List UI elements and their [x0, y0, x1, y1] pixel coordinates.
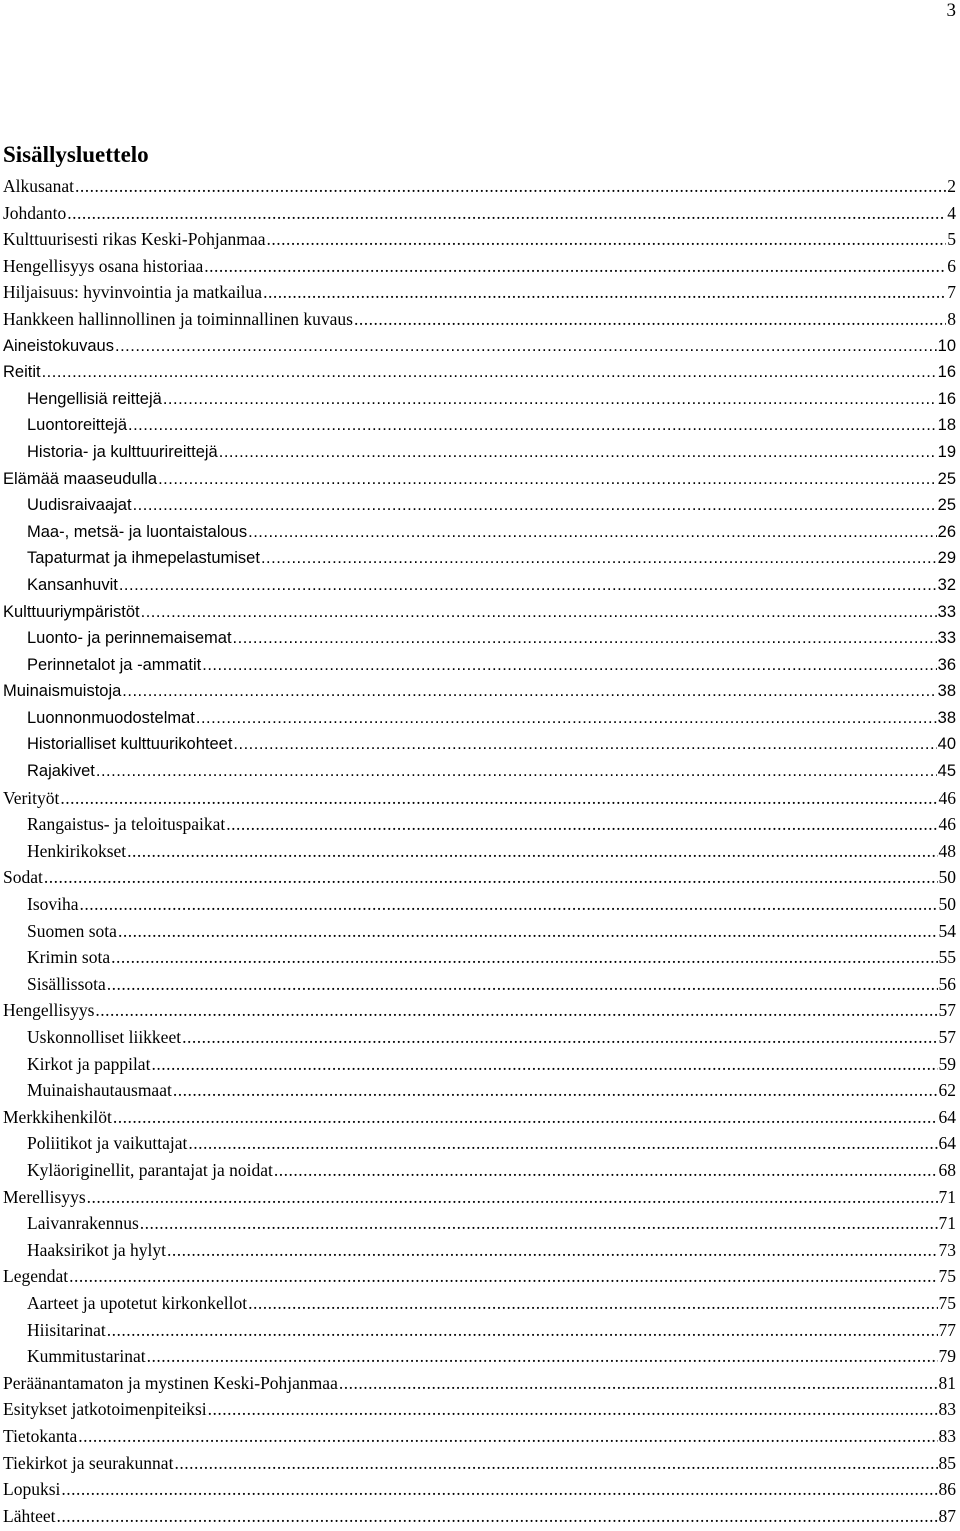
- toc-entry[interactable]: [3, 545, 956, 572]
- toc-entry-page: 71: [938, 1186, 956, 1207]
- toc-entry[interactable]: [3, 731, 956, 758]
- toc-entry-page: 29: [937, 549, 956, 568]
- toc-entry-label: Merellisyys: [3, 1186, 86, 1207]
- toc-entry[interactable]: [3, 1450, 956, 1477]
- toc-title: Sisällysluettelo: [3, 142, 149, 167]
- toc-dot-leader: [233, 731, 936, 758]
- toc-entry-label: Peräänantamaton ja mystinen Keski-Pohjanmaa: [3, 1372, 338, 1393]
- toc-entry-page: 48: [938, 840, 956, 861]
- toc-dot-leader: [133, 492, 937, 519]
- toc-entry[interactable]: [3, 1370, 956, 1397]
- toc-entry-label: Verityöt: [3, 787, 60, 808]
- toc-entry-label: Tiekirkot ja seurakunnat: [3, 1452, 174, 1473]
- toc-dot-leader: [118, 918, 938, 945]
- toc-entry-label: Isoviha: [27, 894, 79, 915]
- toc-entry[interactable]: [3, 678, 956, 705]
- toc-entry-label: Elämää maaseudulla: [3, 469, 158, 488]
- toc-entry-label: Henkirikokset: [27, 840, 127, 861]
- toc-entry-label: Johdanto: [3, 202, 67, 223]
- toc-entry[interactable]: [3, 1024, 956, 1051]
- toc-entry-page: 57: [938, 1000, 956, 1021]
- toc-dot-leader: [219, 439, 937, 466]
- toc-entry[interactable]: [3, 253, 956, 280]
- toc-entry-page: 59: [938, 1053, 956, 1074]
- toc-dot-leader: [115, 333, 937, 360]
- toc-dot-leader: [87, 1184, 938, 1211]
- toc-dot-leader: [354, 306, 946, 333]
- toc-entry-label: Lopuksi: [3, 1479, 61, 1500]
- toc-dot-leader: [107, 1317, 938, 1344]
- toc-entry[interactable]: [3, 386, 956, 413]
- toc-entry[interactable]: [3, 492, 956, 519]
- toc-entry-label: Aarteet ja upotetut kirkonkellot: [27, 1292, 248, 1313]
- toc-entry-page: 83: [938, 1399, 956, 1420]
- toc-entry-label: Muinaishautausmaat: [27, 1080, 172, 1101]
- toc-entry-label: Poliitikot ja vaikuttajat: [27, 1133, 188, 1154]
- toc-entry-page: 87: [938, 1505, 956, 1526]
- toc-dot-leader: [174, 1450, 937, 1477]
- toc-entry[interactable]: [3, 1184, 956, 1211]
- toc-entry-label: Hiisitarinat: [27, 1319, 106, 1340]
- toc-entry-page: 4: [947, 202, 956, 223]
- toc-entry-page: 38: [937, 708, 956, 727]
- toc-entry[interactable]: [3, 1476, 956, 1503]
- toc-entry-page: 75: [938, 1266, 956, 1287]
- toc-entry[interactable]: [3, 519, 956, 546]
- toc-entry-label: Historia- ja kulttuurireittejä: [27, 442, 218, 461]
- toc-entry-label: Kulttuurisesti rikas Keski-Pohjanmaa: [3, 229, 266, 250]
- toc-entry-label: Kyläoriginellit, parantajat ja noidat: [27, 1159, 273, 1180]
- toc-dot-leader: [196, 705, 937, 732]
- toc-dot-leader: [127, 838, 937, 865]
- toc-dot-leader: [158, 466, 937, 493]
- toc-dot-leader: [119, 572, 937, 599]
- toc-dot-leader: [248, 1290, 937, 1317]
- toc-entry-page: 40: [937, 735, 956, 754]
- toc-entry[interactable]: [3, 1263, 956, 1290]
- toc-entry[interactable]: [3, 1157, 956, 1184]
- toc-entry[interactable]: [3, 625, 956, 652]
- toc-entry-page: 7: [947, 282, 956, 303]
- toc-dot-leader: [233, 625, 937, 652]
- toc-dot-leader: [56, 1503, 937, 1530]
- toc-entry[interactable]: [3, 891, 956, 918]
- toc-entry-page: 16: [937, 363, 956, 382]
- toc-entry-page: 56: [938, 973, 956, 994]
- toc-entry-label: Kulttuuriympäristöt: [3, 602, 140, 621]
- toc-entry-page: 86: [938, 1479, 956, 1500]
- toc-entry-label: Sisällissota: [27, 973, 106, 994]
- toc-entry-page: 25: [937, 469, 956, 488]
- toc-entry[interactable]: [3, 1210, 956, 1237]
- toc-entry-page: 68: [938, 1159, 956, 1180]
- toc-entry-page: 57: [938, 1027, 956, 1047]
- toc-entry-page: 45: [937, 762, 956, 781]
- toc-entry-label: Merkkihenkilöt: [3, 1106, 112, 1127]
- toc-entry-page: 55: [938, 947, 956, 968]
- toc-entry-label: Kirkot ja pappilat: [27, 1053, 151, 1074]
- toc-entry[interactable]: [3, 1343, 956, 1370]
- toc-dot-leader: [226, 811, 937, 838]
- toc-entry-label: Lähteet: [3, 1505, 56, 1526]
- toc-entry-label: Krimin sota: [27, 947, 111, 968]
- toc-entry-label: Rangaistus- ja teloituspaikat: [27, 814, 226, 835]
- toc-entry-page: 64: [938, 1133, 956, 1154]
- toc-entry-page: 73: [938, 1239, 956, 1260]
- toc-entry-label: Hengellisyys osana historiaa: [3, 255, 204, 276]
- toc-entry-page: 81: [938, 1372, 956, 1393]
- toc-dot-leader: [202, 652, 936, 679]
- toc-entry-label: Hengellisiä reittejä: [27, 389, 162, 408]
- toc-dot-leader: [147, 1343, 938, 1370]
- toc-dot-leader: [151, 1051, 937, 1078]
- toc-dot-leader: [266, 226, 946, 253]
- toc-dot-leader: [78, 1423, 937, 1450]
- toc-entry-label: Suomen sota: [27, 920, 117, 941]
- toc-entry[interactable]: [3, 785, 956, 812]
- toc-dot-leader: [141, 599, 937, 626]
- toc-entry-label: Kummitustarinat: [27, 1346, 146, 1367]
- toc-entry-page: 19: [937, 442, 956, 461]
- toc-entry-page: 25: [937, 496, 956, 515]
- toc-entry-label: Esitykset jatkotoimenpiteiksi: [3, 1399, 207, 1420]
- toc-dot-leader: [339, 1370, 938, 1397]
- toc-entry-label: Uudisraivaajat: [27, 496, 132, 515]
- toc-entry-label: Luonto- ja perinnemaisemat: [27, 629, 232, 648]
- toc-dot-leader: [274, 1157, 938, 1184]
- toc-entry-label: Tapaturmat ja ihmepelastumiset: [27, 549, 260, 568]
- toc-entry[interactable]: [3, 226, 956, 253]
- toc-entry-label: Hankkeen hallinnollinen ja toiminnallinen kuvaus: [3, 308, 353, 329]
- toc-entry-page: 54: [938, 920, 956, 941]
- toc-entry-page: 26: [937, 522, 956, 541]
- toc-entry-label: Legendat: [3, 1266, 69, 1287]
- toc-dot-leader: [44, 864, 938, 891]
- toc-entry-label: Maa-, metsä- ja luontaistalous: [27, 522, 248, 541]
- toc-entry-page: 33: [937, 602, 956, 621]
- toc-entry-label: Tietokanta: [3, 1425, 78, 1446]
- toc-dot-leader: [128, 412, 937, 439]
- toc-entry-label: Laivanrakennus: [27, 1213, 139, 1234]
- toc-entry[interactable]: [3, 1317, 956, 1344]
- toc-entry-label: Hengellisyys: [3, 1000, 95, 1021]
- toc-dot-leader: [163, 386, 937, 413]
- toc-entry[interactable]: [3, 200, 956, 227]
- toc-entry[interactable]: [3, 439, 956, 466]
- toc-dot-leader: [122, 678, 936, 705]
- toc-entry-page: 46: [938, 814, 956, 835]
- toc-entry-label: Muinaismuistoja: [3, 682, 122, 701]
- toc-dot-leader: [188, 1130, 937, 1157]
- toc-entry-page: 6: [947, 255, 956, 276]
- toc-entry[interactable]: [3, 1077, 956, 1104]
- toc-entry-label: Alkusanat: [3, 176, 74, 196]
- toc-entry-page: 36: [937, 655, 956, 674]
- toc-dot-leader: [140, 1210, 938, 1237]
- toc-entry[interactable]: [3, 1237, 956, 1264]
- toc-dot-leader: [75, 173, 946, 200]
- toc-entry-label: Aineistokuvaus: [3, 336, 114, 355]
- toc-entry[interactable]: [3, 1290, 956, 1317]
- toc-entry[interactable]: [3, 279, 956, 306]
- toc-entry[interactable]: [3, 971, 956, 998]
- toc-entry-page: 10: [937, 336, 956, 355]
- toc-entry-page: 85: [938, 1452, 956, 1473]
- toc-entry[interactable]: [3, 173, 956, 200]
- toc-dot-leader: [261, 545, 937, 572]
- toc-dot-leader: [173, 1077, 938, 1104]
- toc-entry[interactable]: [3, 705, 956, 732]
- toc-dot-leader: [61, 1476, 937, 1503]
- toc-dot-leader: [95, 997, 937, 1024]
- toc-entry[interactable]: [3, 652, 956, 679]
- toc-entry-label: Historialliset kulttuurikohteet: [27, 735, 233, 754]
- toc-entry-page: 18: [937, 416, 956, 435]
- toc-entry-page: 83: [938, 1425, 956, 1446]
- toc-entry[interactable]: [3, 997, 956, 1024]
- toc-entry-page: 5: [947, 229, 956, 250]
- toc-entry-page: 75: [938, 1292, 956, 1313]
- toc-entry[interactable]: [3, 838, 956, 865]
- toc-entry-label: Haaksirikot ja hylyt: [27, 1239, 167, 1260]
- toc-entry[interactable]: [3, 864, 956, 891]
- toc-entry-page: 38: [937, 682, 956, 701]
- toc-entry[interactable]: [3, 1051, 956, 1078]
- toc-entry[interactable]: [3, 918, 956, 945]
- toc-entry-page: 50: [938, 894, 956, 915]
- toc-dot-leader: [113, 1104, 938, 1131]
- toc-entry-label: Luontoreittejä: [27, 416, 127, 435]
- toc-dot-leader: [111, 944, 937, 971]
- toc-entry-label: Reitit: [3, 363, 41, 382]
- toc-entry-label: Luonnonmuodostelmat: [27, 708, 195, 727]
- toc-entry-page: 46: [938, 787, 956, 808]
- toc-entry-page: 16: [937, 389, 956, 408]
- toc-dot-leader: [263, 279, 946, 306]
- toc-entry-page: 8: [947, 308, 956, 329]
- toc-entry[interactable]: [3, 1130, 956, 1157]
- toc-dot-leader: [107, 971, 938, 998]
- toc-dot-leader: [204, 253, 946, 280]
- toc-entry-label: Kansanhuvit: [27, 575, 118, 594]
- toc-entry-page: 50: [938, 867, 956, 888]
- toc-entry[interactable]: [3, 1396, 956, 1423]
- toc-dot-leader: [69, 1263, 937, 1290]
- toc-dot-leader: [80, 891, 938, 918]
- toc-entry[interactable]: [3, 572, 956, 599]
- toc-entry-label: Rajakivet: [27, 762, 95, 781]
- toc-entry[interactable]: [3, 412, 956, 439]
- table-of-contents: [3, 173, 956, 1529]
- toc-dot-leader: [42, 359, 937, 386]
- toc-dot-leader: [96, 758, 937, 785]
- toc-entry-page: 64: [938, 1106, 956, 1127]
- toc-entry[interactable]: [3, 333, 956, 360]
- toc-entry-label: Uskonnolliset liikkeet: [27, 1027, 182, 1047]
- toc-entry[interactable]: [3, 466, 956, 493]
- toc-dot-leader: [60, 785, 937, 812]
- toc-entry-label: Hiljaisuus: hyvinvointia ja matkailua: [3, 282, 263, 303]
- toc-entry[interactable]: [3, 1423, 956, 1450]
- toc-entry[interactable]: [3, 811, 956, 838]
- toc-entry-page: 32: [937, 575, 956, 594]
- toc-dot-leader: [67, 200, 946, 227]
- toc-entry[interactable]: [3, 306, 956, 333]
- toc-entry[interactable]: [3, 1503, 956, 1530]
- toc-entry-label: Sodat: [3, 867, 43, 888]
- toc-dot-leader: [167, 1237, 937, 1264]
- toc-entry[interactable]: [3, 1104, 956, 1131]
- toc-dot-leader: [208, 1396, 938, 1423]
- toc-entry-page: 62: [938, 1080, 956, 1101]
- toc-entry[interactable]: [3, 944, 956, 971]
- toc-dot-leader: [248, 519, 937, 546]
- toc-entry-label: Perinnetalot ja -ammatit: [27, 655, 202, 674]
- toc-entry-page: 79: [938, 1346, 956, 1367]
- toc-entry-page: 2: [947, 176, 956, 196]
- page-number: 3: [946, 0, 956, 21]
- toc-entry[interactable]: [3, 599, 956, 626]
- toc-entry[interactable]: [3, 359, 956, 386]
- toc-dot-leader: [182, 1024, 937, 1051]
- toc-entry[interactable]: [3, 758, 956, 785]
- toc-entry-page: 33: [937, 629, 956, 648]
- toc-entry-page: 77: [938, 1319, 956, 1340]
- toc-entry-page: 71: [938, 1213, 956, 1234]
